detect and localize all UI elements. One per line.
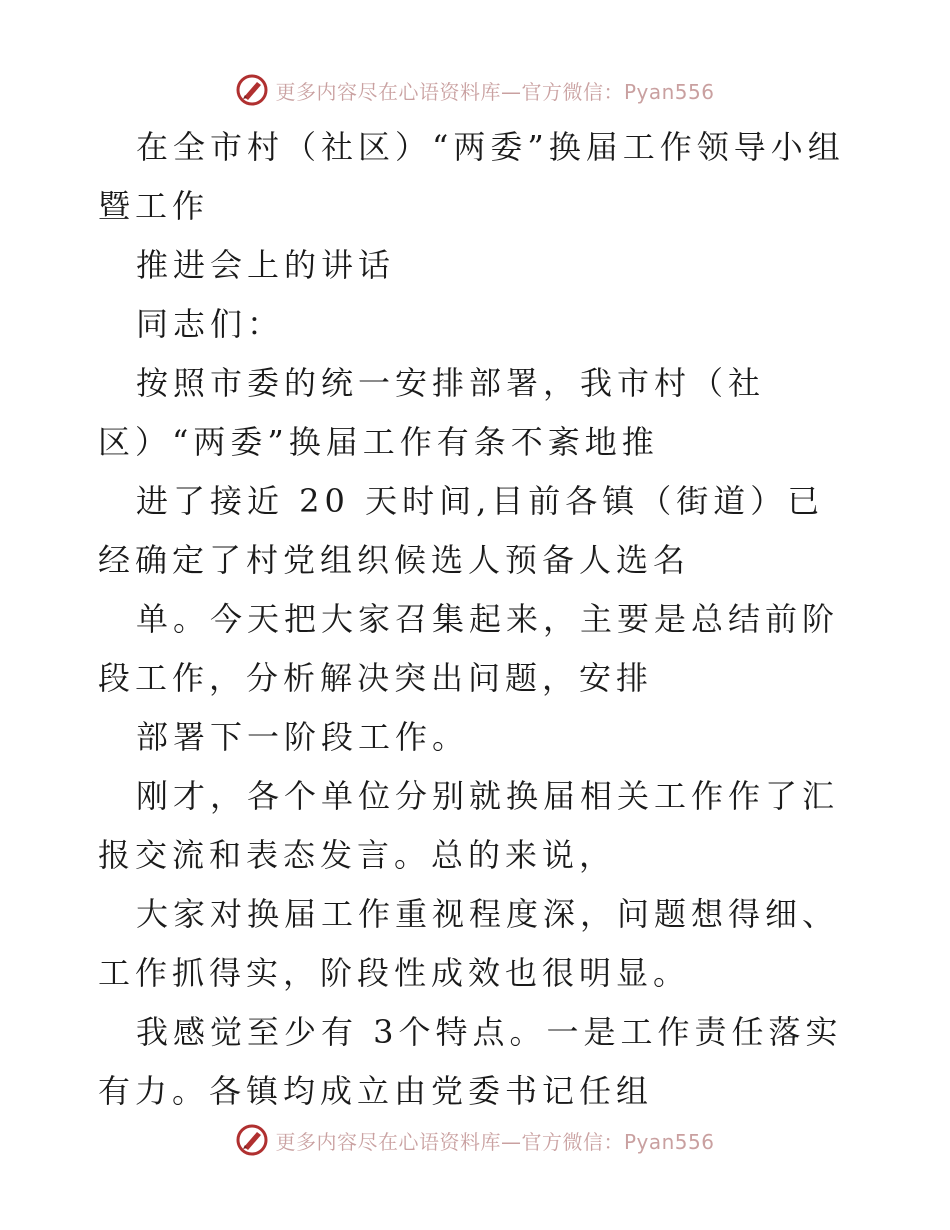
header-watermark	[0, 70, 950, 110]
paragraph: 按照市委的统一安排部署，我市村（社区）“两委”换届工作有条不紊地推	[98, 364, 766, 461]
paragraph: 在全市村（社区）“两委”换届工作领导小组暨工作	[98, 128, 845, 225]
paragraph: 单。今天把大家召集起来，主要是总结前阶段工作，分析解决突出问题，安排	[98, 600, 840, 697]
paragraph: 大家对换届工作重视程度深，问题想得细、工作抓得实，阶段性成效也很明显。	[98, 895, 840, 992]
red-pen-seal-icon	[235, 73, 269, 107]
paragraph: 进了接近 20 天时间,目前各镇（街道）已经确定了村党组织候选人预备人选名	[98, 482, 825, 579]
document-body	[98, 118, 858, 1121]
watermark-text: 更多内容尽在心语资料库—官方微信：Pyan556	[275, 79, 715, 104]
footer-watermark	[0, 1120, 950, 1160]
red-pen-seal-icon	[235, 1123, 269, 1157]
paragraph: 刚才，各个单位分别就换届相关工作作了汇报交流和表态发言。总的来说，	[98, 777, 840, 874]
paragraph: 同志们：	[136, 305, 285, 343]
watermark-text: 更多内容尽在心语资料库—官方微信：Pyan556	[275, 1129, 715, 1154]
paragraph: 推进会上的讲话	[136, 246, 396, 284]
paragraph: 部署下一阶段工作。	[136, 718, 470, 756]
paragraph: 我感觉至少有 3个特点。一是工作责任落实有力。各镇均成立由党委书记任组	[98, 1013, 843, 1110]
